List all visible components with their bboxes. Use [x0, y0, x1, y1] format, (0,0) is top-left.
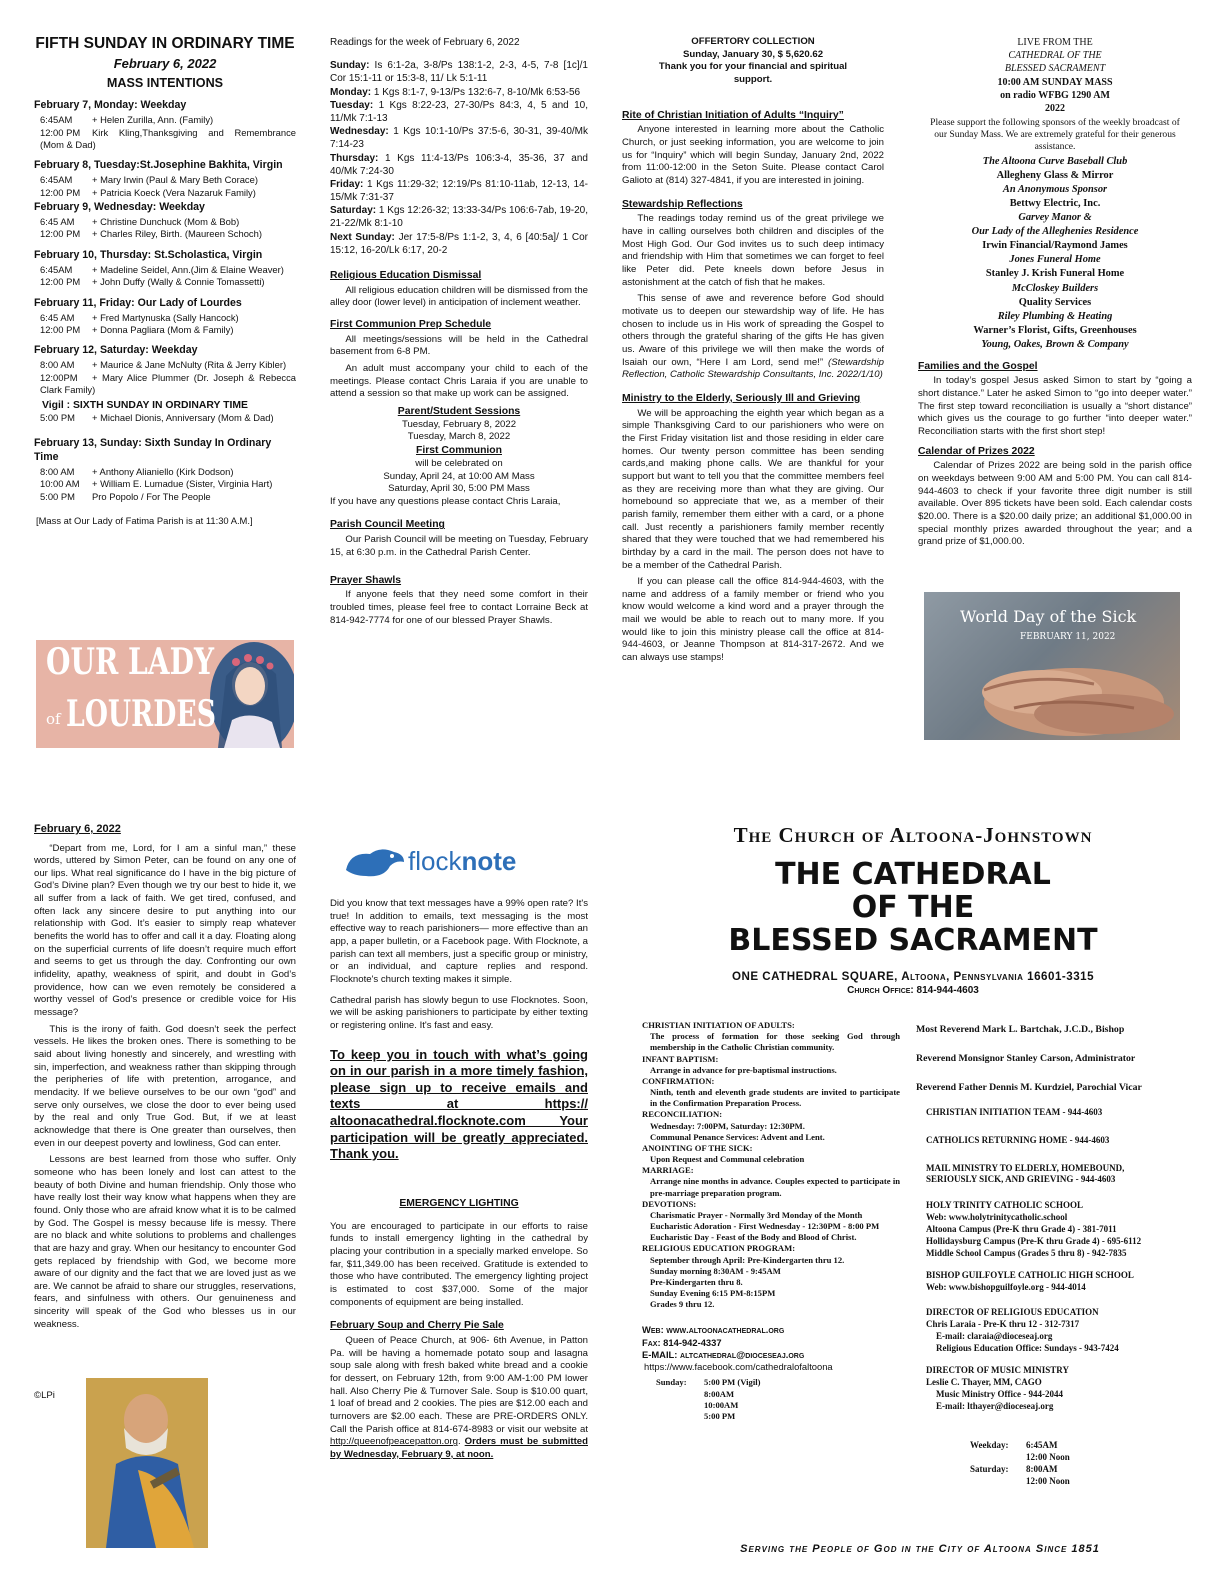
init-team-line: CHRISTIAN INITIATION TEAM - 944-4603 [926, 1106, 1103, 1117]
mass-intention: + John Duffy (Wally & Connie Tomassetti) [92, 276, 265, 288]
mass-line [34, 174, 296, 186]
bishop-guilfoyle-heading: BISHOP GUILFOYLE CATHOLIC HIGH SCHOOL [926, 1269, 1134, 1280]
mass-intention: + Maurice & Jane McNulty (Rita & Jerry Kibler) [92, 359, 287, 371]
reading-line [330, 231, 588, 257]
service-detail: Charismatic Prayer - Normally 3rd Monday of the Month [650, 1209, 863, 1220]
lpi-credit: ©LPi [34, 1390, 55, 1401]
mass-time: 6:45AM [40, 114, 73, 126]
mass-time: 8:00 AM [40, 465, 75, 477]
reading-text: Jer 17:5-8/Ps 1:1-2, 3, 4, 6 [40:5a]/ 1 Cor 15:12, 16-20/Lk 6:17, 20-2 [330, 231, 588, 256]
rcia-heading: Rite of Christian Initiation of Adults “Inquiry” [622, 109, 844, 121]
dre-line-3: Religious Education Office: Sundays - 943-7424 [936, 1343, 1119, 1354]
sponsor-list [918, 155, 1192, 352]
reading-day: Saturday: [330, 205, 377, 217]
ministry-p2: If you can please call the office 814-944-4603, with the name and address of a family member or friend who you know would welcome a kind word and a prayer through the mail we would be able to reach out to many more. If you would like to join this ministry please call the office at 814-944-4603, or Jeanne Thompson at 814-317-2672. And we can always use stamps! [622, 576, 884, 664]
mass-line [34, 187, 296, 199]
mass-line [34, 127, 296, 152]
service-heading: MARRIAGE: [642, 1165, 694, 1176]
bishop-line: Most Reverend Mark L. Bartchak, J.C.D., Bishop [916, 1024, 1125, 1035]
reading-line [330, 152, 588, 178]
first-communion-line-2: Sunday, April 24, at 10:00 AM Mass [383, 470, 535, 482]
sponsor-name: Irwin Financial/Raymond James [982, 240, 1128, 252]
service-heading: CHRISTIAN INITIATION OF ADULTS: [642, 1020, 795, 1030]
reading-line [330, 86, 588, 99]
masthead [630, 822, 1196, 1002]
school-web[interactable]: Web: www.holytrinitycatholic.school [926, 1212, 1068, 1223]
school-campus-1: Altoona Campus (Pre-K thru Grade 4) - 381-7011 [926, 1224, 1117, 1235]
saturday-mass-time: 8:00AM [1026, 1464, 1058, 1475]
service-detail: Pre-Kindergarten thru 8. [650, 1276, 743, 1287]
reflection-p3: Lessons are best learned from those who suffer. Only someone who has been lonely and lost can attest to the beauty of both Divine and human friendship. Only those who have really lost their way know what happens when they are found. Only those who are afraid know what it is to be calmed by God. The Gospel is messy because life is messy. There are no black and white solutions to problems and challenges that are hazy and gray. When our hesitancy to encounter God gets replaced by friendship with God, we become more aware of our dignity and the fact that we are loved just as we are. We cannot be afraid to share our struggles, reservations, fears, and sinfulness with others. Our genuineness and sincerity will speak of the God who blesses us in our weakness. [34, 1154, 296, 1330]
mass-intention: + Donna Pagliara (Mom & Family) [92, 324, 234, 336]
service-detail: Wednesday: 7:00PM, Saturday: 12:30PM. [650, 1120, 805, 1131]
saturday-times [1026, 1464, 1070, 1488]
first-communion-subheading: First Communion [415, 445, 502, 457]
world-day-sick-title: World Day of the Sick [960, 607, 1137, 626]
readings-heading: Readings for the week of February 6, 2022 [330, 37, 520, 48]
religious-ed-dismissal-heading: Religious Education Dismissal [330, 270, 482, 281]
flocknote-wordmark: flocknote [408, 846, 517, 876]
service-detail: Arrange in advance for pre-baptismal instructions. [650, 1064, 837, 1075]
sponsor-name: Jones Funeral Home [1009, 254, 1101, 266]
sponsor-name: Allegheny Glass & Mirror [996, 170, 1114, 182]
mass-time: 8:00 AM [40, 359, 75, 371]
soup-sale-link[interactable]: http://queenofpeacepatton.org [330, 1436, 459, 1448]
school-campus-2: Hollidaysburg Campus (Pre-K thru Grade 4) - 695-6112 [926, 1235, 1142, 1246]
mass-intention: + Mary Irwin (Paul & Mary Beth Corace) [92, 174, 258, 186]
mass-time: 12:00 PM [40, 186, 81, 198]
flocknote-logo [330, 840, 588, 888]
mass-day-heading: February 10, Thursday: St.Scholastica, Virgin [34, 248, 263, 261]
music-heading: DIRECTOR OF MUSIC MINISTRY [926, 1364, 1069, 1375]
mass-time: 6:45AM [40, 174, 73, 186]
reading-text: 1 Kgs 12:26-32; 13:33-34/Ps 106:6-7ab, 19-20, 21-22/Mk 8:1-10 [330, 205, 588, 230]
service-detail: September through April: Pre-Kindergarten thru 12. [650, 1254, 845, 1265]
parent-student-date-2: Tuesday, March 8, 2022 [407, 431, 511, 443]
service-detail: Sunday morning 8:30AM - 9:45AM [650, 1265, 781, 1276]
emergency-lighting-text: You are encouraged to participate in our efforts to raise funds to install emergency lighting in the cathedral by placing your contribution in a specially marked envelope. So far, $11,349.00 has been received. Gratitude is extended to those who have contributed. The emergency lighting project is estimated to cost $37,000. Some of the major components of equipment are being installed. [330, 1220, 588, 1308]
mass-intention: + Charles Riley, Birth. (Maureen Schoch) [92, 228, 262, 240]
religious-ed-dismissal-text: All religious education children will be dismissed from the alley door (lower level) in anticipation of inclement weather. [330, 284, 588, 309]
stewardship-p1: The readings today remind us of the great privilege we have in calling ourselves both children and disciples of the Most High God. Our God invites us to such deep intimacy and friendship with Him that sometimes we can forget to feel like Peter did. Pete kneels down before Jesus in astonishment at the catch of fish that he makes. [622, 213, 884, 288]
reflection-p2: This is the irony of faith. God doesn’t seek the perfect vessels. He likes the broken ones. There is something to be said about living honestly and sincerely, and wrestling with sin, imperfection, and weakness rather than skipping through the peripheries of life with pretention, arrogance, and mendacity. If we believe ourselves to be our own “god” and serve only ourselves, we close the door to ever being used by the real and only True God. But, if we at least acknowledge that there is One greater than ourselves, then even in our deepest poverty and lowliness, God can enter. [34, 1023, 296, 1149]
mass-time: 5:00 PM [40, 490, 75, 502]
dre-line-2[interactable]: E-mail: claraia@dioceseaj.org [936, 1331, 1053, 1342]
service-detail: Eucharistic Day - Feast of the Body and Blood of Christ. [650, 1232, 857, 1243]
flocknote-p1: Did you know that text messages have a 99% open rate? It's true! In addition to emails, text messaging is the most effective way to reach parishioners— more effective than an app, a paper bulletin, or a Facebook page. With Flocknote, a parish can text all members, just a specific group or ministry, or an individual, and capture replies and respond. Flocknote's church texting makes it simple. [330, 898, 588, 985]
saint-peter-image [86, 1378, 208, 1548]
mass-intention: + Patricia Koeck (Vera Nazaruk Family) [92, 186, 256, 198]
mass-intentions-column [34, 34, 296, 754]
first-communion-question: If you have any questions please contact Chris Laraia, [330, 495, 561, 507]
world-day-sick-image [924, 592, 1180, 740]
administrator-line: Reverend Monsignor Stanley Carson, Administrator [916, 1052, 1136, 1064]
saturday-label: Saturday: [970, 1464, 1009, 1475]
rcia-text: Anyone interested in learning more about the Catholic Church, or just seeking information, you are welcome to join us for “Inquiry” which will begin Sunday, January 2nd, 2022 from 11:00-12:00 in the Seton Suite. Please contact Carol Galioto at (814) 327-4841, if you are interested in joining. [622, 124, 884, 186]
ministry-p1: We will be approaching the eighth year which began as a simple Thanksgiving Card to our parishioners who were on the First Friday visitation list and those residing in elder care homes. Our twenty person committee has been sending cards,and making phone calls. We are thankful for your support but want to tell you that the committee members feel as they are receiving more than what they are giving. Our homebound so appreciate that we, as a member of their parish family, remember them either with a card, or a phone call. Just recently a parishioners family member recently shared that they were touched that we had remembered his birthday by a card in the mail. The person does not have to be a member of the Cathedral Parish. [622, 407, 884, 571]
reading-line [330, 99, 588, 125]
lourdes-word-lourdes: LOURDES [66, 693, 216, 735]
sponsor-name: Young, Oakes, Brown & Company [981, 338, 1129, 350]
sunday-mass-times [642, 1377, 900, 1437]
calendar-prizes-heading: Calendar of Prizes 2022 [918, 445, 1035, 457]
flocknote-column [330, 840, 588, 1556]
cathedral-title-3: BLESSED SACRAMENT [728, 922, 1098, 958]
lourdes-word-of: of [46, 710, 61, 728]
school-campus-3: Middle School Campus (Grades 5 thru 8) - 942-7835 [926, 1247, 1127, 1258]
weekday-mass-time: 6:45AM [1026, 1440, 1058, 1451]
mass-line [34, 312, 296, 324]
mass-line [34, 216, 296, 228]
bishop-guilfoyle-web[interactable]: Web: www.bishopguilfoyle.org - 944-4014 [926, 1281, 1086, 1292]
families-gospel-heading: Families and the Gospel [918, 360, 1038, 372]
service-heading: INFANT BAPTISM: [642, 1053, 719, 1064]
mass-intention: + Mary Alice Plummer (Dr. Joseph & Rebecca Clark Family) [40, 371, 296, 396]
mass-title: FIFTH SUNDAY IN ORDINARY TIME [35, 35, 295, 52]
mail-ministry-line-2: SERIOUSLY SICK, AND GRIEVING - 944-4603 [926, 1174, 1116, 1185]
offertory-thanks: Thank you for your financial and spiritual support. [658, 61, 848, 85]
prayer-shawls-text: If anyone feels that they need some comfort in their troubled times, please feel free to contact Lorraine Beck at 814-942-7774 for one of our blessed Prayer Shawls. [330, 589, 588, 626]
sponsor-name: Riley Plumbing & Heating [997, 310, 1113, 322]
service-detail: Ninth, tenth and eleventh grade students are invited to participate in the Confirmation Preparation Process. [650, 1087, 900, 1109]
service-detail: Upon Request and Communal celebration [650, 1154, 805, 1165]
live-line-2: CATHEDRAL OF THE [1008, 50, 1102, 62]
mass-line [34, 372, 296, 397]
mass-day-heading: February 7, Monday: Weekday [34, 99, 187, 112]
mass-line [34, 466, 296, 478]
facebook-line[interactable]: https://www.facebook.com/cathedralofaltoona [644, 1361, 833, 1373]
music-line-3[interactable]: E-mail: lthayer@dioceseaj.org [936, 1400, 1054, 1411]
readings-list [330, 59, 588, 257]
reading-text: 1 Kgs 11:4-13/Ps 106:3-4, 35-36, 37 and 40/Mk 7:24-30 [330, 152, 588, 177]
mass-intention: + Fred Martynuska (Sally Hancock) [92, 311, 239, 323]
sunday-label: Sunday: [656, 1377, 687, 1388]
mass-line [34, 359, 296, 371]
emergency-lighting-heading: EMERGENCY LIGHTING [399, 1197, 519, 1209]
sunday-times [704, 1377, 760, 1422]
church-name: The Church of Altoona-Johnstown [733, 823, 1093, 847]
reading-day: Sunday: [330, 60, 370, 72]
services-list [642, 1020, 900, 1480]
vigil-heading: Vigil : SIXTH SUNDAY IN ORDINARY TIME [42, 399, 248, 411]
vicar-line: Reverend Father Dennis M. Kurdziel, Parochial Vicar [916, 1081, 1142, 1093]
mass-intention: + Madeline Seidel, Ann.(Jim & Elaine Weaver) [92, 263, 284, 275]
reading-day: Friday: [330, 178, 364, 190]
service-heading: RECONCILIATION: [642, 1109, 723, 1120]
mass-time: 6:45 AM [40, 216, 75, 228]
mass-intention: Pro Popolo / For The People [92, 490, 211, 502]
service-detail: Arrange nine months in advance. Couples expected to participate in pre-marriage preparation program. [650, 1176, 900, 1198]
first-communion-line-1: will be celebrated on [415, 457, 503, 469]
mass-time: 10:00 AM [40, 478, 80, 490]
service-detail: The process of formation for those seeking God through membership in the Catholic Christian community. [650, 1031, 900, 1053]
mass-time: 6:45AM [40, 263, 73, 275]
mass-day-heading: February 8, Tuesday:St.Josephine Bakhita, Virgin [34, 159, 283, 172]
cathedral-title-1: THE CATHEDRAL [775, 856, 1051, 892]
readings-column [330, 36, 588, 756]
dre-heading: DIRECTOR OF RELIGIOUS EDUCATION [926, 1307, 1099, 1318]
staff-list [916, 1024, 1198, 1494]
reading-day: Wednesday: [330, 126, 389, 138]
sunday-mass-time: 5:00 PM [704, 1410, 736, 1421]
music-line-2: Music Ministry Office - 944-2044 [936, 1388, 1063, 1399]
mass-day-heading: February 9, Wednesday: Weekday [34, 201, 205, 214]
reading-day: Monday: [330, 86, 372, 98]
radio-column [918, 36, 1192, 756]
reading-day: Thursday: [330, 152, 379, 164]
weekday-saturday-times [916, 1440, 1198, 1494]
reflection-p1: “Depart from me, Lord, for I am a sinful man,” these words, uttered by Simon Peter, can be found on any one of our lips. What real significance do I have in the big picture of God’s Divine plan? Even though we try our best to hide it, we all suffer from a lack of faith. We get tired, confused, and often lack any sincere desire to put anything into our relationship with God. It’s easier to simply reap whatever benefits the world has to offer and call it a day. Floating along on the superficial currents of life doesn’t require much effort and seems to get us through the day. Confronting our own infidelity, apathy, weakness of spirit, and doubt in God’s providence, how can we even remotely be considered a worthy vessel of God’s presence or credible voice for His message? [34, 842, 296, 1019]
services-lines [642, 1020, 900, 1310]
music-line-1: Leslie C. Thayer, MM, CAGO [926, 1376, 1042, 1387]
reading-line [330, 59, 588, 85]
parish-council-heading: Parish Council Meeting [330, 519, 445, 531]
first-communion-p1: All meetings/sessions will be held in the Cathedral basement from 6-8 PM. [330, 333, 588, 358]
sunday-lines [34, 466, 296, 503]
lourdes-banner [36, 640, 294, 748]
families-gospel-text: In today’s gospel Jesus asked Simon to start by “going a short distance.” Later he asked Simon to “go into deeper water.” The first step toward reconciliation is usually a “short distance” which gives us the courage to go further “into deeper water.” Reconciliation starts with the first short step! [918, 375, 1192, 438]
reflection-column [34, 822, 296, 1552]
live-line-1: LIVE FROM THE [1017, 37, 1093, 48]
reading-line [330, 178, 588, 204]
first-communion-line-3: Saturday, April 30, 5:00 PM Mass [388, 483, 530, 495]
returning-line: CATHOLICS RETURNING HOME - 944-4603 [926, 1134, 1110, 1145]
mass-intention: + Helen Zurilla, Ann. (Family) [92, 114, 214, 126]
reading-text: 1 Kgs 11:29-32; 12:19/Ps 81:10-11ab, 12-13, 14-15/Mk 7:31-37 [330, 178, 588, 204]
mass-line [34, 276, 296, 288]
reading-day: Next Sunday: [330, 231, 395, 243]
church-office-phone: Church Office: 814-944-4603 [847, 985, 979, 997]
prayer-shawls-heading: Prayer Shawls [330, 574, 402, 586]
cathedral-title-2: OF THE [851, 889, 975, 925]
cathedral-address: ONE CATHEDRAL SQUARE, Altoona, Pennsylvania 16601-3315 [731, 969, 1095, 983]
offertory-heading: OFFERTORY COLLECTION [691, 36, 815, 47]
sponsor-name: McCloskey Builders [1011, 282, 1099, 294]
service-heading: DEVOTIONS: [642, 1198, 697, 1209]
live-line-3: BLESSED SACRAMENT [1004, 63, 1106, 75]
sponsor-name: Stanley J. Krish Funeral Home [985, 268, 1125, 280]
reading-line [330, 125, 588, 151]
sponsor-intro: Please support the following sponsors of the weekly broadcast of our Sunday Mass. We are extremely grateful for their generous assistance. [930, 117, 1180, 153]
mass-intention: + Anthony Alianiello (Kirk Dodson) [92, 465, 234, 477]
offertory-amount: Sunday, January 30, $ 5,620.62 [682, 48, 824, 60]
fatima-note: [Mass at Our Lady of Fatima Parish is at 11:30 A.M.] [36, 514, 253, 526]
mass-intention: + William E. Lumadue (Sister, Virginia Hart) [92, 478, 273, 490]
parish-council-text: Our Parish Council will be meeting on Tuesday, February 15, at 6:30 p.m. in the Cathedral Parish Center. [330, 534, 588, 558]
service-detail: Communal Penance Services: Advent and Lent. [650, 1131, 825, 1142]
mass-time: 6:45 AM [40, 311, 75, 323]
mass-intention: Kirk Kling,Thanksgiving and Remembrance (Mom & Dad) [40, 126, 296, 150]
calendar-prizes-text: Calendar of Prizes 2022 are being sold in the parish office on weekdays between 9:00 AM and 5:00 PM. You can call 814-944-4603 to check if your favorite three digit number is still available. Over 895 tickets have been sold. Each calendar costs $20.00. There is a $20.00 daily prize; an additional $1,000.00 in special monthly prizes awarded throughout the year; and a grand prize of $1,000.00. [918, 460, 1192, 548]
live-line-6: 2022 [1045, 102, 1065, 114]
mass-subtitle: MASS INTENTIONS [106, 75, 224, 90]
sponsor-name: Warner’s Florist, Gifts, Greenhouses [973, 324, 1137, 336]
mass-line [34, 324, 296, 336]
reflection-date: February 6, 2022 [34, 823, 121, 835]
saint-peter-painting [86, 1378, 208, 1548]
reading-text: Is 6:1-2a, 3-8/Ps 138:1-2, 2-3, 4-5, 7-8 [1c]/1 Cor 15:1-11 or 15:3-8, 11/ Lk 5:1-11 [330, 60, 588, 85]
first-communion-heading: First Communion Prep Schedule [330, 319, 492, 331]
mass-intention: + Christine Dunchuck (Mom & Bob) [92, 216, 240, 228]
service-heading: ANOINTING OF THE SICK: [642, 1142, 753, 1153]
service-heading: CONFIRMATION: [642, 1075, 715, 1086]
live-line-5: on radio WFBG 1290 AM [1000, 89, 1110, 101]
mass-line [34, 228, 296, 240]
mass-time: 12:00 PM [40, 276, 81, 288]
mass-line [34, 478, 296, 490]
sponsor-name: Bettwy Electric, Inc. [1009, 198, 1101, 210]
mass-line [34, 264, 296, 276]
sponsor-name: Our Lady of the Alleghenies Residence [971, 226, 1139, 238]
sunday-heading: February 13, Sunday: Sixth Sunday In Ordinary Time [34, 436, 272, 463]
email-line[interactable]: E-MAIL: altcathedral@dioceseaj.org [642, 1348, 805, 1360]
sunday-mass-time: 8:00AM [704, 1388, 735, 1399]
offertory-column [622, 36, 884, 756]
mass-time: 12:00 PM [40, 324, 81, 336]
flocknote-signup[interactable]: To keep you in touch with what’s going on in our parish in a more timely fashion, please sign up to receive emails and texts at https:// altoonacathedral.flocknote.com Your participation will be greatly appreciated. Thank you. [330, 1046, 588, 1162]
service-detail: Grades 9 thru 12. [650, 1299, 715, 1310]
reading-line [330, 204, 588, 230]
sunday-mass-time: 5:00 PM (Vigil) [704, 1377, 761, 1388]
world-day-sick-date: FEBRUARY 11, 2022 [1020, 632, 1116, 642]
live-line-4: 10:00 AM SUNDAY MASS [997, 76, 1113, 88]
mass-day-heading: February 11, Friday: Our Lady of Lourdes [34, 296, 242, 309]
dre-line-1: Chris Laraia - Pre-K thru 12 - 312-7317 [926, 1319, 1080, 1330]
web-line[interactable]: Web: www.altoonacathedral.org [642, 1324, 785, 1336]
weekday-mass-time: 12:00 Noon [1026, 1452, 1070, 1463]
mass-time: 12:00 PM [40, 126, 81, 138]
lourdes-word-our-lady: OUR LADY [46, 641, 214, 683]
flock-bird-icon [344, 844, 406, 878]
parent-student-heading: Parent/Student Sessions [397, 406, 521, 418]
first-communion-p2: An adult must accompany your child to each of the meetings. Please contact Chris Laraia if you are unable to attend a session so that make up work can be assigned. [330, 363, 588, 400]
saturday-mass-time: 12:00 Noon [1026, 1476, 1070, 1487]
vigil-line: 5:00 PM + Michael Dionis, Anniversary (Mom & Dad) [40, 412, 274, 424]
reading-text: 1 Kgs 8:1-7, 9-13/Ps 132:6-7, 8-10/Mk 6:53-56 [373, 86, 581, 98]
mass-time: 12:00PM [40, 371, 78, 383]
mass-line [34, 114, 296, 126]
fax-line: Fax: 814-942-4337 [642, 1336, 722, 1348]
sunday-mass-time: 10:00AM [704, 1399, 739, 1410]
mass-day-heading: February 12, Saturday: Weekday [34, 344, 198, 357]
weekday-label: Weekday: [970, 1440, 1009, 1451]
service-detail: Sunday Evening 6:15 PM-8:15PM [650, 1288, 776, 1299]
soup-sale-heading: February Soup and Cherry Pie Sale [330, 1320, 504, 1332]
reading-text: 1 Kgs 10:1-10/Ps 37:5-6, 30-31, 39-40/Mk 7:14-23 [330, 126, 588, 151]
ministry-heading: Ministry to the Elderly, Seriously Ill and Grieving [622, 392, 861, 404]
weekday-times [1026, 1440, 1070, 1464]
service-heading: RELIGIOUS EDUCATION PROGRAM: [642, 1243, 796, 1254]
mass-line [34, 491, 296, 503]
sponsor-name: Quality Services [1018, 296, 1092, 308]
sponsor-name: Garvey Manor & [1018, 212, 1092, 224]
soup-sale-text: Queen of Peace Church, at 906- 6th Avenue, in Patton Pa. will be having a homemade potato soup and lasagna soup sale along with fresh baked white bread and a cookie for dessert, on February 12th, from 9:00 AM-1:00 PM lower hall. Also Cherry Pie & Turnover Sale. Soup is $10.00 quart, 1 loaf of bread and 2 cookies. The pies are $12.00 each and turnovers are $2.00 each. These are PRE-ORDERS ONLY. Call the Parish office at 814-674-8983 or visit our website at http://queenofpeacepatton.org. Orders must be submitted by Wednesday, February 9, at noon. [330, 1335, 588, 1460]
mail-ministry-line-1: MAIL MINISTRY TO ELDERLY, HOMEBOUND, [926, 1162, 1125, 1173]
school-heading: HOLY TRINITY CATHOLIC SCHOOL [926, 1200, 1083, 1211]
stewardship-heading: Stewardship Reflections [622, 198, 743, 210]
parent-student-date-1: Tuesday, February 8, 2022 [401, 418, 517, 430]
sponsor-name: The Altoona Curve Baseball Club [982, 156, 1128, 168]
service-detail: Eucharistic Adoration - First Wednesday - 12:30PM - 8:00 PM [650, 1221, 880, 1232]
sponsor-name: An Anonymous Sponsor [1002, 184, 1108, 196]
mass-date: February 6, 2022 [113, 56, 217, 72]
stewardship-p2: This sense of awe and reverence before God should motivate us to deepen our stewardship way of life. He has chosen to include us in His work of spreading the Gospel to others through the grateful sharing of the gifts He has given us. Aware of this privilege we will then make the words of Isaiah our own, “Here I am Lord, send me!” (Stewardship Reflection, Catholic Stewardship Consultants, Inc. 2022/1/10) [622, 293, 884, 381]
mass-days [34, 99, 296, 397]
reading-text: 1 Kgs 8:22-23, 27-30/Ps 84:3, 4, 5 and 10, 11/Mk 7:1-13 [330, 99, 588, 124]
reading-day: Tuesday: [330, 99, 374, 111]
mass-time: 12:00 PM [40, 228, 81, 240]
masthead-footer: Serving the People of God in the City of Altoona Since 1851 [740, 1543, 1100, 1555]
flocknote-p2: Cathedral parish has slowly begun to use Flocknotes. Soon, we will be asking parishioners to participate by either texting or registering online. It's fast and easy. [330, 994, 588, 1031]
